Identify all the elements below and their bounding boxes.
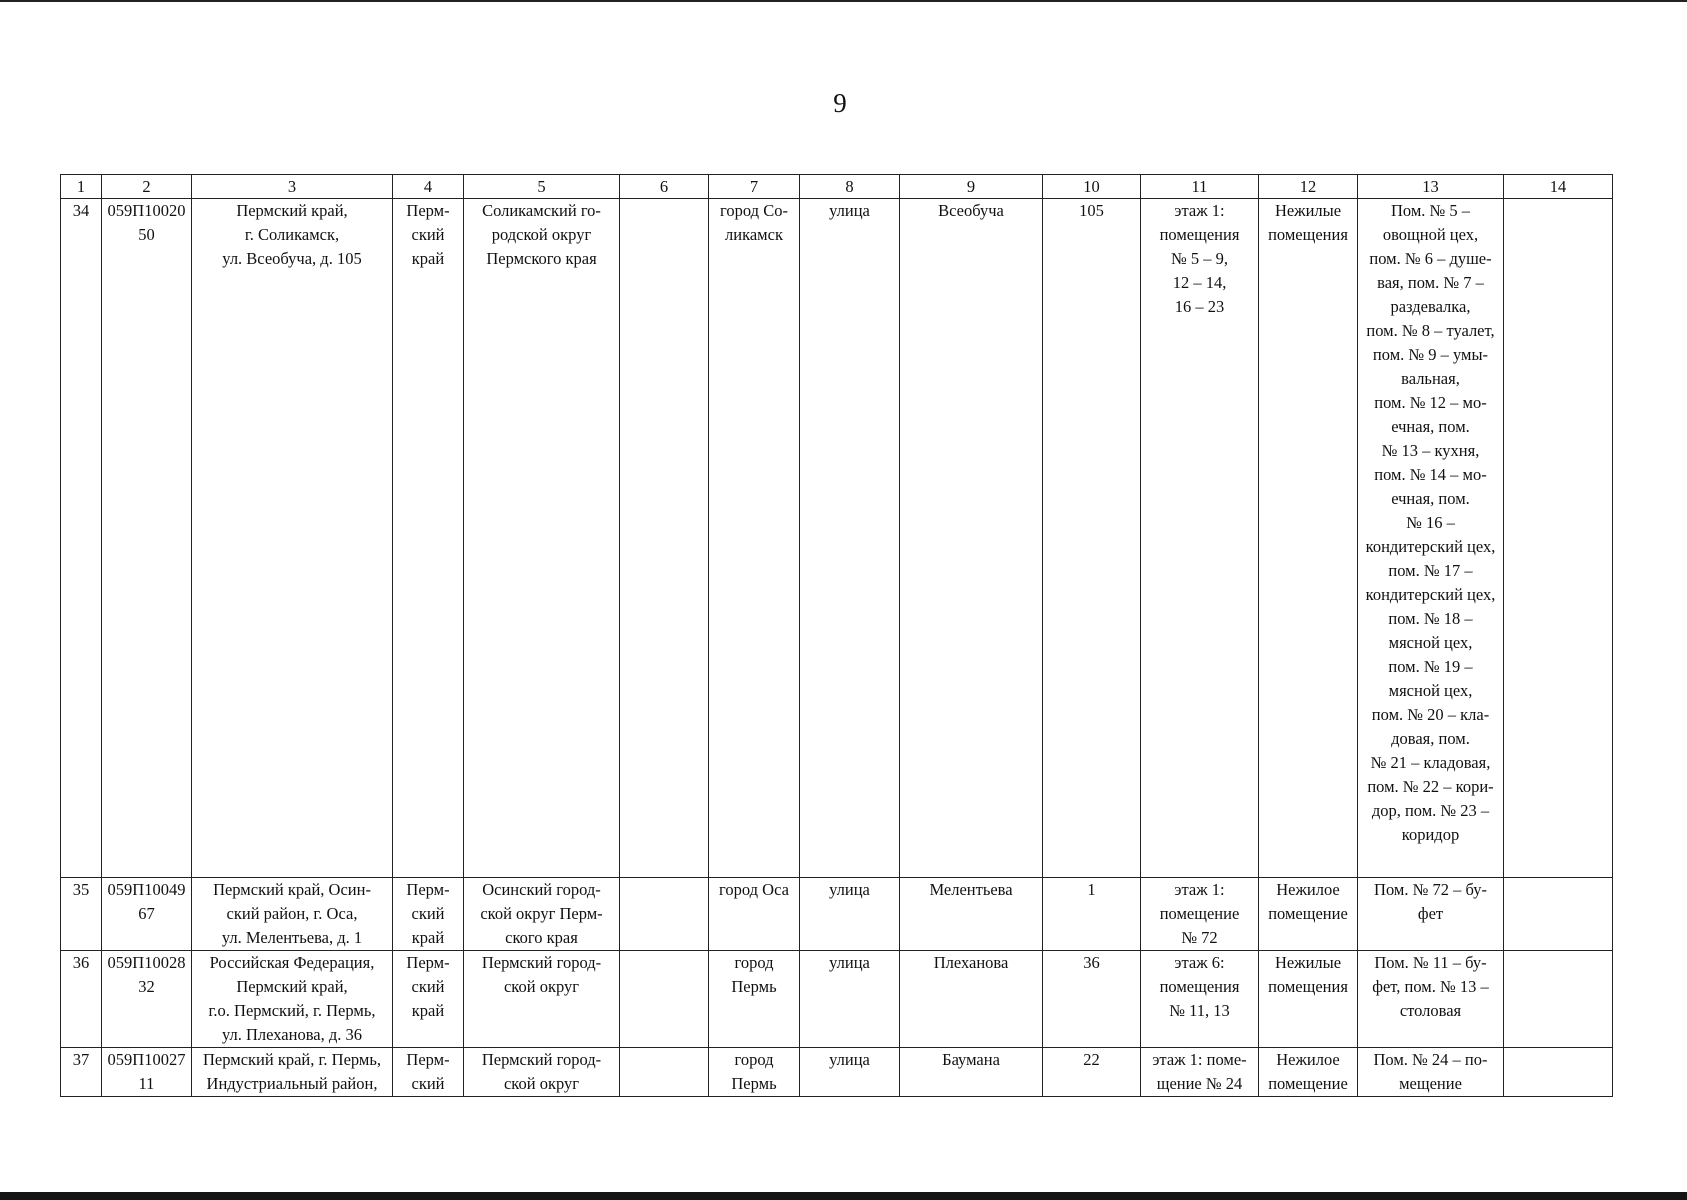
row-number: 34	[61, 199, 102, 878]
column-number: 2	[102, 175, 192, 199]
column-number-row	[61, 175, 1613, 199]
address: Пермский край, г. Соликамск, ул. Всеобуча, д. 105	[192, 199, 393, 878]
municipality: Соликамский го- родской округ Пермского края	[464, 199, 620, 878]
street-name: Плеханова	[900, 951, 1043, 1048]
region: Перм- ский	[393, 1048, 464, 1097]
row-number: 36	[61, 951, 102, 1048]
premises-type: Нежилые помещения	[1259, 951, 1358, 1048]
region: Перм- ский край	[393, 199, 464, 878]
scan-edge-bottom	[0, 1192, 1687, 1200]
settlement: город Пермь	[709, 951, 800, 1048]
rooms-purpose: Пом. № 24 – по- мещение	[1358, 1048, 1504, 1097]
column-number: 9	[900, 175, 1043, 199]
column-14-value	[1504, 1048, 1613, 1097]
column-6-value	[620, 878, 709, 951]
floor-rooms: этаж 6: помещения № 11, 13	[1141, 951, 1259, 1048]
column-number: 3	[192, 175, 393, 199]
house-number: 1	[1043, 878, 1141, 951]
street-name: Всеобуча	[900, 199, 1043, 878]
street-type: улица	[800, 199, 900, 878]
street-name: Баумана	[900, 1048, 1043, 1097]
municipality: Пермский город- ской округ	[464, 1048, 620, 1097]
street-type: улица	[800, 878, 900, 951]
page-number: 9	[833, 88, 847, 118]
rooms-purpose: Пом. № 72 – бу- фет	[1358, 878, 1504, 951]
row-number: 37	[61, 1048, 102, 1097]
column-number: 12	[1259, 175, 1358, 199]
column-number: 13	[1358, 175, 1504, 199]
row-number: 35	[61, 878, 102, 951]
floor-rooms: этаж 1: помещение № 72	[1141, 878, 1259, 951]
address: Пермский край, Осин- ский район, г. Оса, ул. Мелентьева, д. 1	[192, 878, 393, 951]
column-number: 5	[464, 175, 620, 199]
column-number: 14	[1504, 175, 1613, 199]
municipality: Осинский город- ской округ Перм- ского края	[464, 878, 620, 951]
object-code: 059П10049 67	[102, 878, 192, 951]
column-6-value	[620, 951, 709, 1048]
region: Перм- ский край	[393, 878, 464, 951]
column-number: 1	[61, 175, 102, 199]
premises-type: Нежилые помещения	[1259, 199, 1358, 878]
column-14-value	[1504, 951, 1613, 1048]
house-number: 36	[1043, 951, 1141, 1048]
rooms-purpose: Пом. № 11 – бу- фет, пом. № 13 – столовая	[1358, 951, 1504, 1048]
rooms-purpose: Пом. № 5 – овощной цех, пом. № 6 – душе- вая, пом. № 7 – раздевалка, пом. № 8 – туалет, пом. № 9 – умы- вальная, пом. № 12 – мо- ечная, пом. № 13 – кухня, пом. № 14 – мо- ечная, пом. № 16 – кондитерский цех, пом. № 17 – кондитерский цех, пом. № 18 – мясной цех, пом. № 19 – мясной цех, пом. № 20 – кла- довая, пом. № 21 – кладовая, пом. № 22 – кори- дор, пом. № 23 – коридор	[1358, 199, 1504, 878]
settlement: город Пермь	[709, 1048, 800, 1097]
settlement: город Оса	[709, 878, 800, 951]
table-row	[61, 878, 1613, 951]
registry-table	[60, 174, 1613, 1097]
premises-type: Нежилое помещение	[1259, 878, 1358, 951]
object-code: 059П10020 50	[102, 199, 192, 878]
column-number: 8	[800, 175, 900, 199]
column-number: 4	[393, 175, 464, 199]
object-code: 059П10028 32	[102, 951, 192, 1048]
column-6-value	[620, 199, 709, 878]
settlement: город Со- ликамск	[709, 199, 800, 878]
table-row	[61, 199, 1613, 878]
table-row	[61, 1048, 1613, 1097]
street-name: Мелентьева	[900, 878, 1043, 951]
premises-type: Нежилое помещение	[1259, 1048, 1358, 1097]
column-number: 7	[709, 175, 800, 199]
scan-edge-top	[0, 0, 1687, 2]
column-number: 6	[620, 175, 709, 199]
column-number: 11	[1141, 175, 1259, 199]
object-code: 059П10027 11	[102, 1048, 192, 1097]
column-6-value	[620, 1048, 709, 1097]
column-14-value	[1504, 199, 1613, 878]
column-number: 10	[1043, 175, 1141, 199]
municipality: Пермский город- ской округ	[464, 951, 620, 1048]
table-row	[61, 951, 1613, 1048]
floor-rooms: этаж 1: поме- щение № 24	[1141, 1048, 1259, 1097]
region: Перм- ский край	[393, 951, 464, 1048]
street-type: улица	[800, 951, 900, 1048]
address: Российская Федерация, Пермский край, г.о. Пермский, г. Пермь, ул. Плеханова, д. 36	[192, 951, 393, 1048]
street-type: улица	[800, 1048, 900, 1097]
address: Пермский край, г. Пермь, Индустриальный район,	[192, 1048, 393, 1097]
floor-rooms: этаж 1: помещения № 5 – 9, 12 – 14, 16 – 23	[1141, 199, 1259, 878]
column-14-value	[1504, 878, 1613, 951]
house-number: 22	[1043, 1048, 1141, 1097]
house-number: 105	[1043, 199, 1141, 878]
